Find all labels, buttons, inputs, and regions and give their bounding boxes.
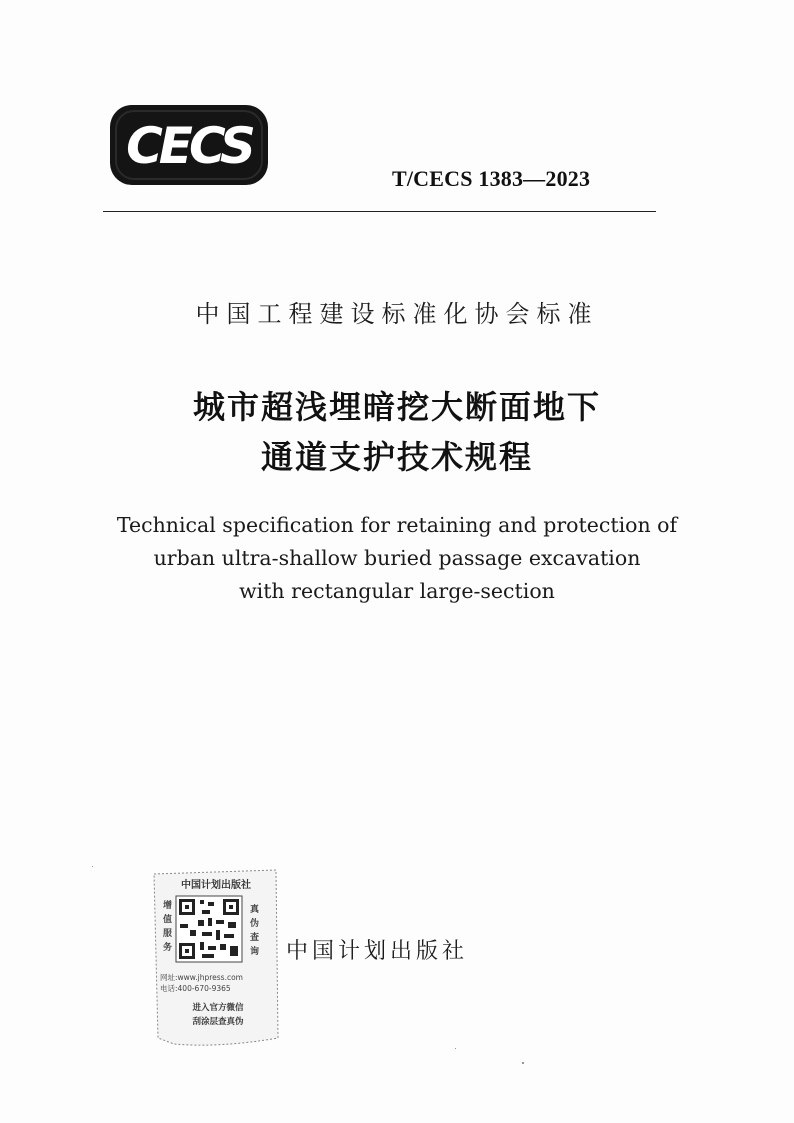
scan-speck	[522, 1062, 524, 1064]
sticker-right-char-1: 真	[250, 905, 260, 915]
sticker-line-2: 刮涂层查真伪	[192, 1017, 244, 1027]
sticker-phone: 电话:400-670-9365	[160, 984, 231, 993]
anti-counterfeit-sticker-icon	[150, 868, 280, 1046]
sticker-website: 网址:www.jhpress.com	[160, 973, 243, 982]
sticker-left-char-2: 值	[163, 915, 173, 925]
sticker-left-char-1: 增	[163, 901, 173, 911]
english-title-line-2: urban ultra-shallow buried passage excavation	[153, 546, 641, 570]
publisher-name: 中国计划出版社	[286, 939, 469, 964]
cecs-logo-icon	[110, 105, 268, 185]
sticker-left-char-4: 务	[163, 943, 173, 953]
sticker-right-char-2: 伪	[250, 919, 260, 929]
standard-number: T/CECS 1383—2023	[392, 166, 591, 191]
chinese-title	[0, 382, 794, 482]
chinese-title-line-2: 通道支护技术规程	[260, 438, 533, 476]
header-divider	[103, 211, 656, 212]
sticker-left-char-3: 服	[163, 929, 173, 939]
english-title-line-1: Technical specification for retaining and protection of	[116, 513, 678, 537]
sticker-right-char-4: 询	[250, 947, 260, 957]
english-title-line-3: with rectangular large-section	[239, 579, 555, 603]
scan-speck	[92, 866, 93, 867]
standard-category: 中国工程建设标准化协会标准	[195, 300, 599, 328]
sticker-header: 中国计划出版社	[181, 880, 251, 891]
sticker-right-char-3: 查	[250, 933, 260, 943]
logo-text: CECS	[126, 117, 252, 175]
qr-code-icon	[176, 896, 242, 962]
english-title	[0, 509, 794, 608]
chinese-title-line-1: 城市超浅埋暗挖大断面地下	[192, 388, 601, 426]
scan-speck	[455, 1048, 456, 1049]
sticker-line-1: 进入官方微信	[192, 1003, 244, 1013]
